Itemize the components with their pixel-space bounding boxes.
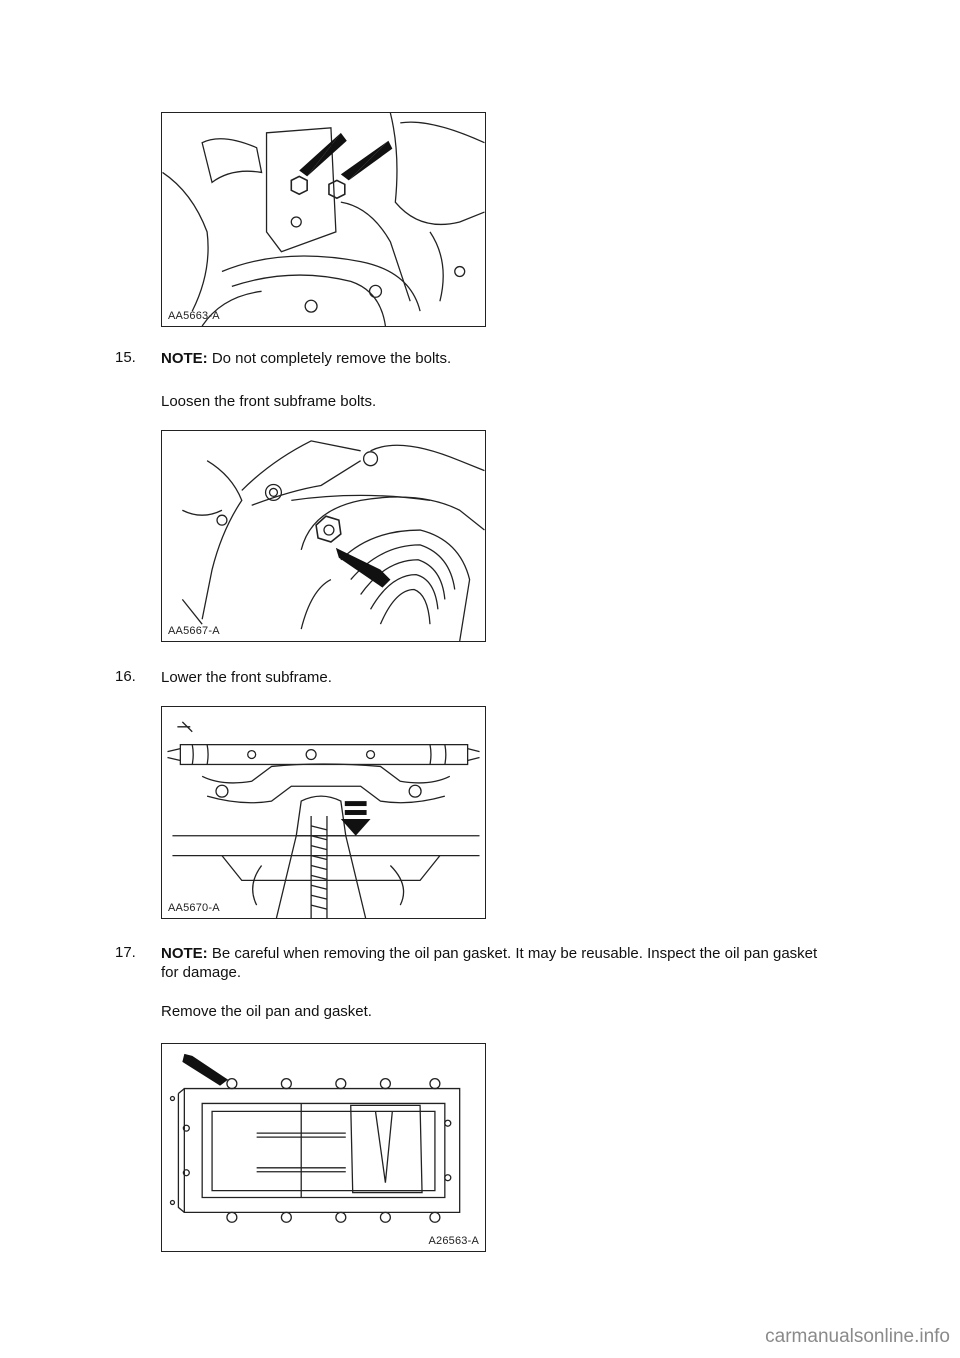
step-number: 17. (115, 944, 136, 961)
figure-label: AA5663-A (168, 310, 220, 322)
watermark: carmanualsonline.info (765, 1326, 950, 1347)
step-number: 15. (115, 349, 136, 366)
figure-subframe-bolt (161, 430, 486, 642)
step-number: 16. (115, 668, 136, 685)
figure-label: AA5667-A (168, 625, 220, 637)
oil-pan-illustration (162, 1044, 485, 1251)
subframe-bolt-illustration (162, 431, 485, 641)
figure-label: AA5670-A (168, 902, 220, 914)
step-note (161, 944, 831, 982)
bracket-bolts-illustration (162, 113, 485, 326)
note-label: NOTE: (161, 945, 208, 962)
lower-subframe-illustration (162, 707, 485, 918)
step-instruction: Lower the front subframe. (161, 669, 332, 686)
note-text: Be careful when removing the oil pan gasket. It may be reusable. Inspect the oil pan gasket for damage. (161, 945, 818, 981)
figure-label: A26563-A (428, 1235, 479, 1247)
figure-bracket-bolts (161, 112, 486, 327)
step-instruction: Loosen the front subframe bolts. (161, 393, 377, 410)
note-label: NOTE: (161, 350, 208, 367)
step-note (161, 349, 841, 368)
figure-oil-pan (161, 1043, 486, 1252)
figure-lower-subframe (161, 706, 486, 919)
note-text: Do not completely remove the bolts. (207, 350, 452, 367)
step-instruction: Remove the oil pan and gasket. (161, 1003, 372, 1020)
